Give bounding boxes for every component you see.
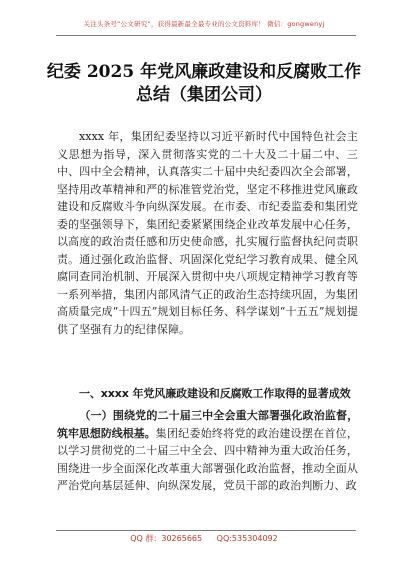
section-heading: 一、xxxx 年党风廉政建设和反腐败工作取得的显著成效 [79, 387, 351, 400]
document-title [0, 61, 408, 107]
intro-paragraph: xxxx 年，集团纪委坚持以习近平新时代中国特色社会主义思想为指导，深入贯彻落实党的二十大及二十届二中、三中、四中全会精神，认真落实二十届中央纪委四次全会部署，坚持用改革精神和严的标准管党治党，坚定不移推进党风廉政建设和反腐败斗争向纵深发展。在市委、市纪委监委和集团党委的坚强领导下，集团纪委紧紧围绕企业改革发展中心任务，以高度的政治责任感和历史使命感，扎实履行监督执纪问责职责。通过强化政治监督、巩固深化党纪学习教育成果、健全风腐同查同治机制、开展深入贯彻中央八项规定精神学习教育等一系列举措，集团内部风清气正的政治生态持续巩固，为集团高质量完成“十四五”规划目标任务、科学谋划“十五五”规划提供了坚强有力的纪律保障。 [57, 130, 358, 336]
subsection-paragraph [57, 407, 358, 495]
title-line-2: 总结（集团公司） [136, 85, 272, 105]
intro-paragraph-block [57, 128, 358, 338]
title-line-1: 纪委 2025 年党风廉政建设和反腐败工作 [46, 62, 362, 82]
footer-qq-contact: QQ:535304092 [216, 534, 278, 543]
footer [0, 533, 408, 544]
footer-divider [56, 530, 356, 531]
subsection-body: 集团纪委始终将党的政治建设摆在首位，以学习贯彻党的二十届三中全会、四中精神为重大政治任务，围绕进一步全面深化改革重大部署强化政治监督，推动全面从严治党向基层延伸、向纵深发展，党员干部的政治判断力、政 [57, 426, 358, 492]
header-banner: 关注头条号“公文研究”，获得最新最全最专业的公文资料库！ 微信：gongwenyj [83, 20, 325, 28]
header-divider [56, 35, 356, 36]
subsection-heading: （一）围绕党的二十届三中全会重大部署强化政治监督，筑牢思想防线根基。 [57, 409, 358, 440]
footer-qq-group: QQ 群：30265665 [130, 534, 203, 543]
